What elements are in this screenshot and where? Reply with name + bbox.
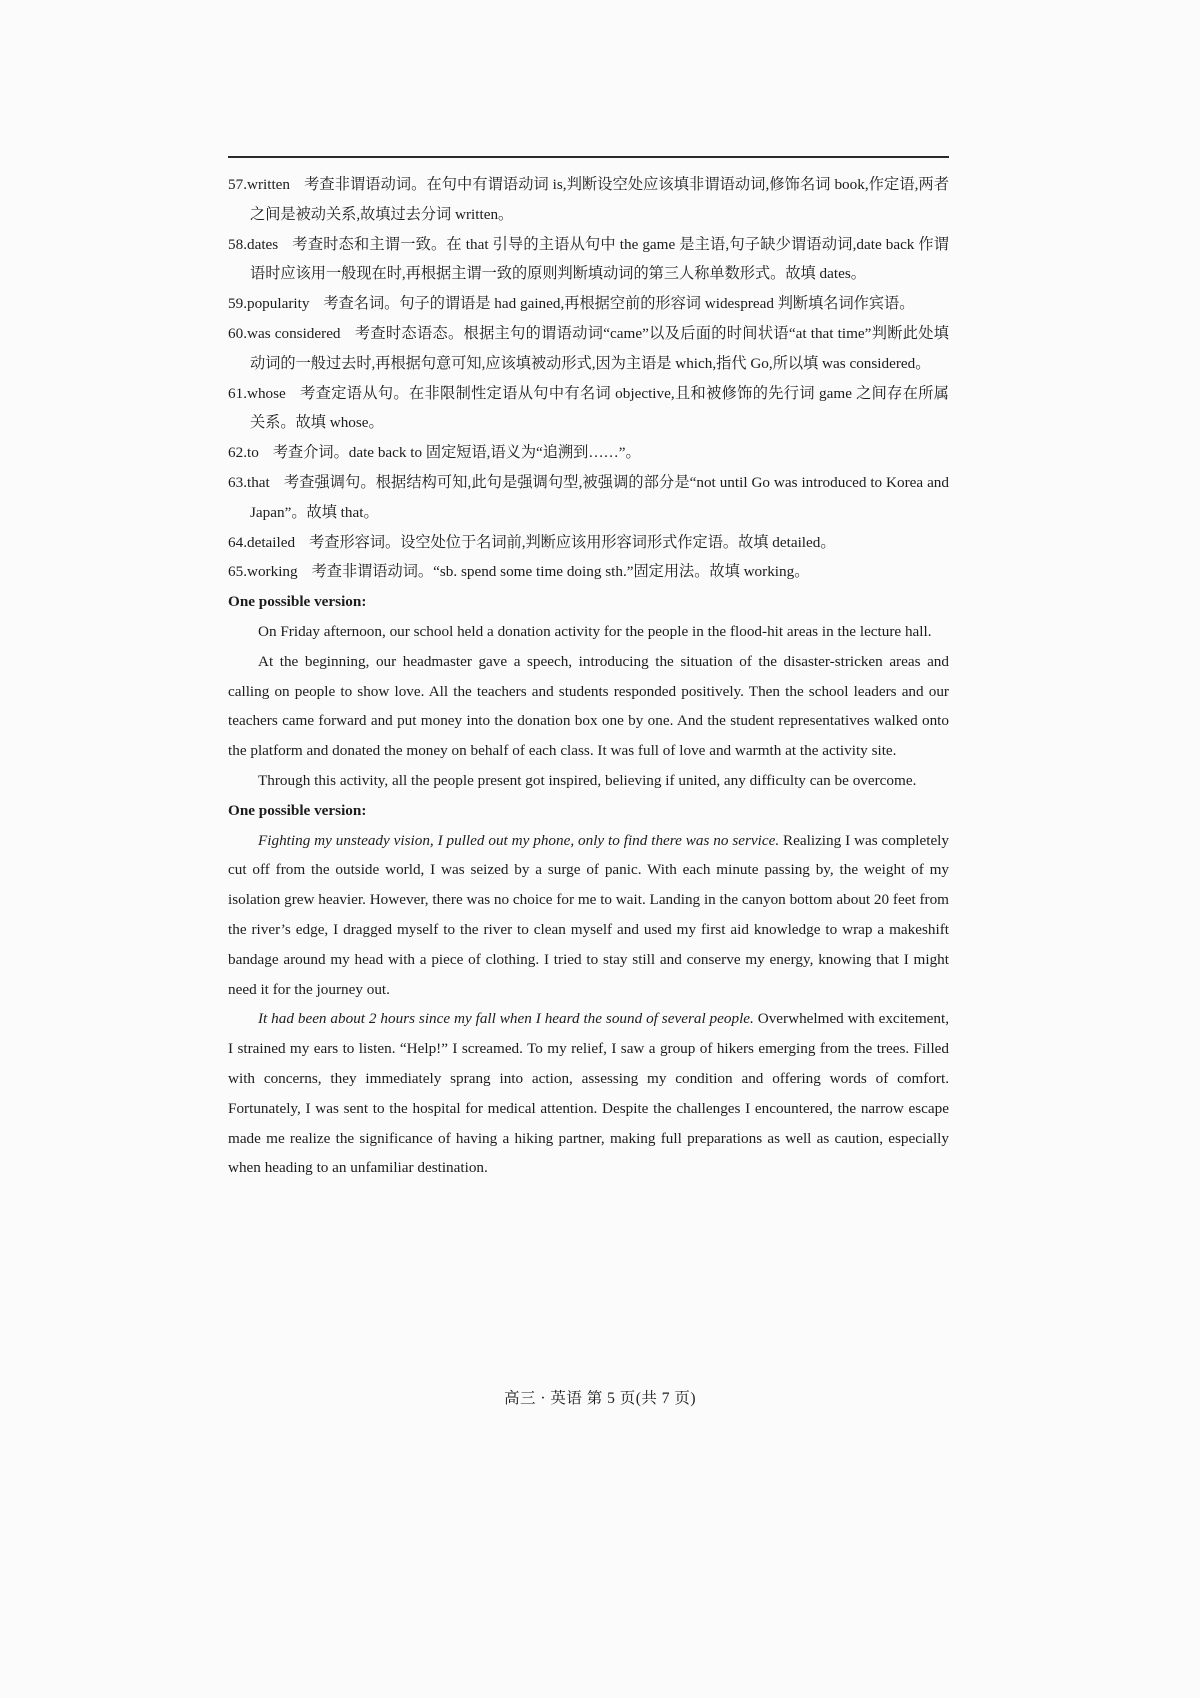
answer-65: 65.working 考查非谓语动词。“sb. spend some time doing sth.”固定用法。故填 working。: [228, 563, 810, 581]
version1-heading: One possible version:: [228, 593, 367, 611]
page-footer: 高三 · 英语 第 5 页(共 7 页): [503, 1390, 697, 1407]
paragraph-body: Overwhelmed with excitement, I strained my ears to listen. “Help!” I screamed. To my relief, I saw a group of hikers emerging from the trees. Filled with concerns, they immediately sprang into action, assessing my condition and offering words of comfort. Fortunately, I was sent to the hospital for medical attention. Despite the challenges I encountered, the narrow escape made me realize the significance of having a hiking partner, making full preparations as well as caution, especially when heading to an unfamiliar destination.: [228, 1010, 949, 1177]
answer-60: 60.was considered 考查时态语态。根据主句的谓语动词“came”以及后面的时间状语“at that time”判断此处填动词的一般过去时,再根据句意可知,应该填被动形式,因为主语是 which,指代 Go,所以填 was considered。: [228, 324, 949, 372]
answer-63: 63.that 考查强调句。根据结构可知,此句是强调句型,被强调的部分是“not until Go was introduced to Korea and Japan”。故填 that。: [228, 473, 949, 521]
answer-62: 62.to 考查介词。date back to 固定短语,语义为“追溯到……”。: [228, 444, 641, 462]
page-content: [228, 170, 949, 1183]
answer-59: 59.popularity 考查名词。句子的谓语是 had gained,再根据空前的形容词 widespread 判断填名词作宾语。: [228, 295, 915, 313]
version2-heading: One possible version:: [228, 801, 367, 819]
answer-61: 61.whose 考查定语从句。在非限制性定语从句中有名词 objective,且和被修饰的先行词 game 之间存在所属关系。故填 whose。: [228, 384, 949, 432]
version1-paragraph: Through this activity, all the people present got inspired, believing if united, any difficulty can be overcome.: [258, 771, 917, 789]
version1-paragraph: On Friday afternoon, our school held a donation activity for the people in the flood-hit areas in the lecture hall.: [258, 622, 932, 640]
paragraph-body: Realizing I was completely cut off from the outside world, I was seized by a surge of panic. With each minute passing by, the weight of my isolation grew heavier. However, there was no choice for me to wait. Landing in the canyon bottom about 20 feet from the river’s edge, I dragged myself to the river to clean myself and used my first aid knowledge to wrap a makeshift bandage around my head with a piece of clothing. I tried to stay still and conserve my energy, knowing that I might need it for the journey out.: [228, 831, 949, 998]
answer-list: [228, 170, 949, 587]
answer-57: 57.written 考查非谓语动词。在句中有谓语动词 is,判断设空处应该填非谓语动词,修饰名词 book,作定语,两者之间是被动关系,故填过去分词 written。: [228, 176, 949, 223]
answer-64: 64.detailed 考查形容词。设空处位于名词前,判断应该用形容词形式作定语。故填 detailed。: [228, 533, 836, 551]
version1-paragraph: At the beginning, our headmaster gave a speech, introducing the situation of the disaster-stricken areas and calling on people to show love. All the teachers and students responded positively. Then the school leaders and our teachers came forward and put money into the donation box one by one. And the student representatives walked onto the platform and donated the money on behalf of each class. It was full of love and warmth at the activity site.: [228, 652, 949, 760]
paragraph-lead-sentence: It had been about 2 hours since my fall when I heard the sound of several people.: [258, 1010, 754, 1028]
top-rule: [228, 156, 949, 158]
paragraph-lead-sentence: Fighting my unsteady vision, I pulled out my phone, only to find there was no service.: [258, 831, 780, 849]
answer-58: 58.dates 考查时态和主谓一致。在 that 引导的主语从句中 the game 是主语,句子缺少谓语动词,date back 作谓语时应该用一般现在时,再根据主谓一致的原则判断填动词的第三人称单数形式。故填 dates。: [228, 235, 949, 283]
version2-paragraph: [228, 826, 949, 1005]
version2-paragraph: [228, 1004, 949, 1183]
